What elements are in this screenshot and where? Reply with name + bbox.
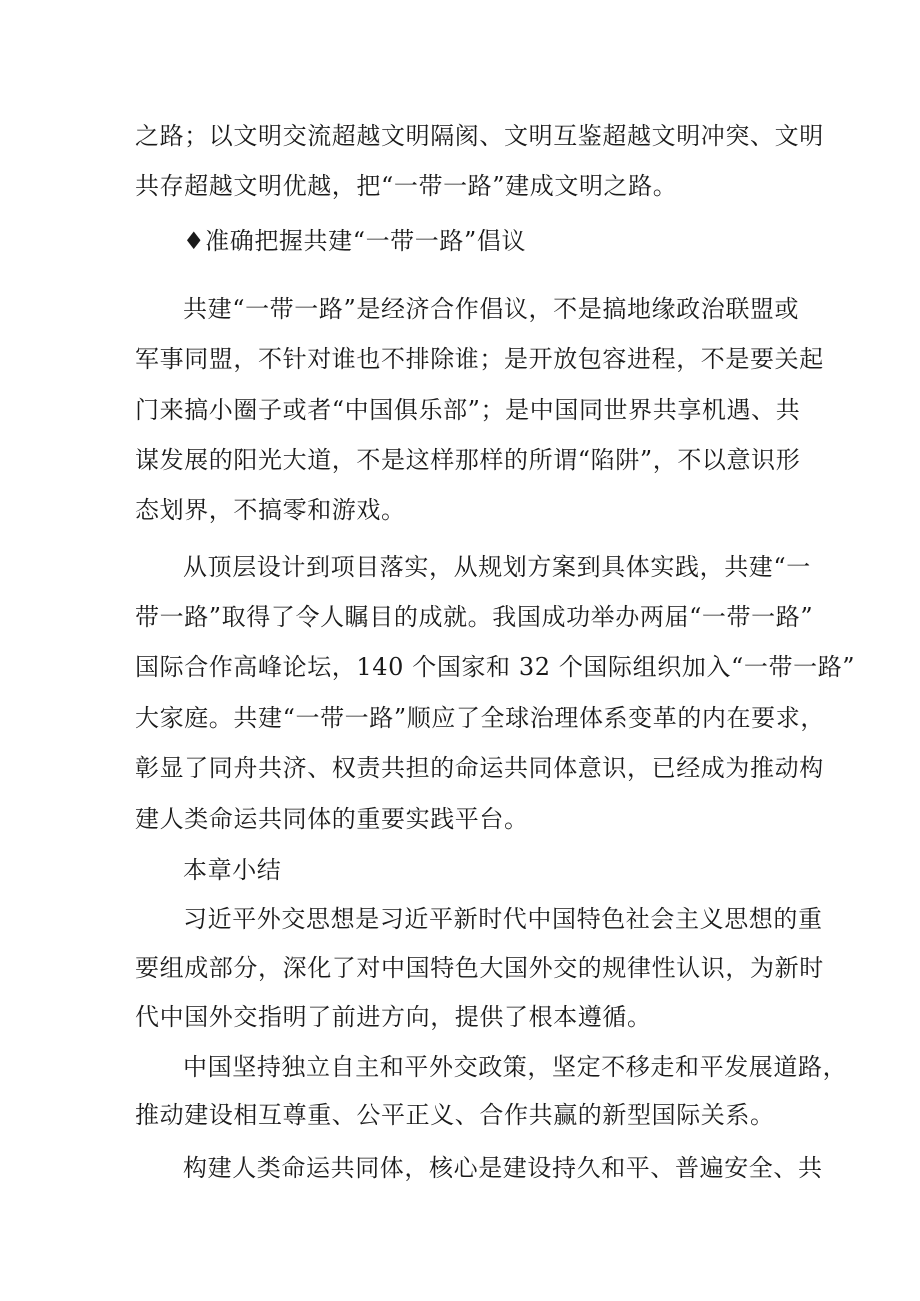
paragraph-line: 中国坚持独立自主和平外交政策，坚定不移走和平发展道路， xyxy=(183,1053,848,1081)
paragraph-line: 门来搞小圈子或者“中国俱乐部”；是中国同世界共享机遇、共 xyxy=(135,396,801,424)
text-line: 共存超越文明优越，把“一带一路”建成文明之路。 xyxy=(135,172,678,200)
paragraph-line: 构建人类命运共同体，核心是建设持久和平、普遍安全、共 xyxy=(183,1154,823,1182)
paragraph-line: 带一路”取得了令人瞩目的成就。我国成功举办两届“一带一路” xyxy=(135,603,814,631)
paragraph-line: 从顶层设计到项目落实，从规划方案到具体实践，共建“一 xyxy=(183,553,811,581)
text-line: 之路；以文明交流超越文明隔阂、文明互鉴超越文明冲突、文明 xyxy=(135,122,824,150)
paragraph-line: 习近平外交思想是习近平新时代中国特色社会主义思想的重 xyxy=(183,905,823,933)
paragraph-line: 军事同盟，不针对谁也不排除谁；是开放包容进程，不是要关起 xyxy=(135,345,824,373)
paragraph-line: 要组成部分，深化了对中国特色大国外交的规律性认识，为新时 xyxy=(135,954,824,982)
paragraph-line: 彰显了同舟共济、权责共担的命运共同体意识，已经成为推动构 xyxy=(135,754,824,782)
paragraph-line: 代中国外交指明了前进方向，提供了根本遵循。 xyxy=(135,1003,652,1031)
section-heading: ♦准确把握共建“一带一路”倡议 xyxy=(183,227,527,255)
paragraph-line: 推动建设相互尊重、公平正义、合作共赢的新型国际关系。 xyxy=(135,1101,775,1129)
paragraph-line: 大家庭。共建“一带一路”顺应了全球治理体系变革的内在要求， xyxy=(135,704,825,732)
paragraph-line: 国际合作高峰论坛，140 个国家和 32 个国际组织加入“一带一路” xyxy=(135,653,856,681)
paragraph-line: 谋发展的阳光大道，不是这样那样的所谓“陷阱”，不以意识形 xyxy=(135,446,801,474)
paragraph-line: 建人类命运共同体的重要实践平台。 xyxy=(135,805,529,833)
paragraph-line: 共建“一带一路”是经济合作倡议，不是搞地缘政治联盟或 xyxy=(183,295,800,323)
paragraph-line: 态划界，不搞零和游戏。 xyxy=(135,496,406,524)
chapter-summary-heading: 本章小结 xyxy=(183,856,282,884)
